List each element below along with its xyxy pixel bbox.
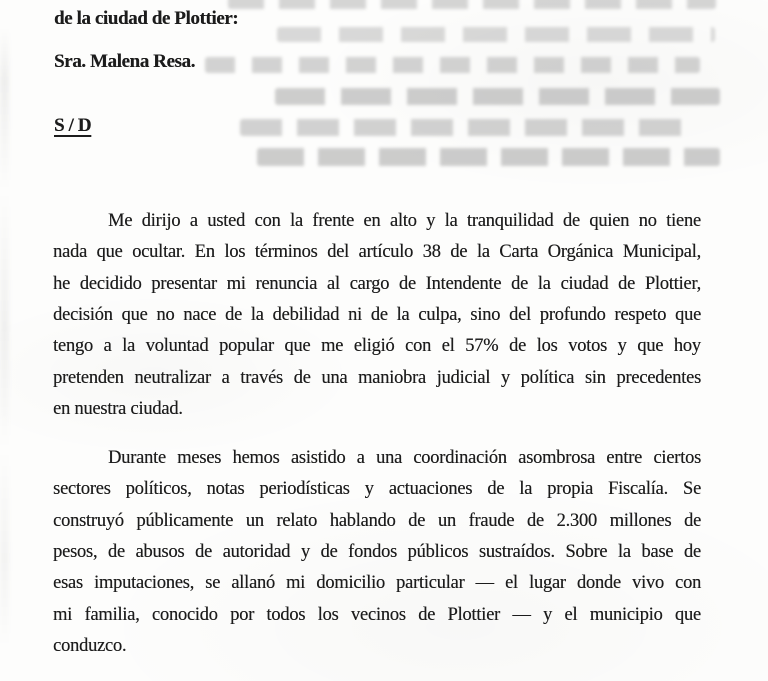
text-line: pesos, de abusos de autoridad y de fondos públicos sustraídos. Sobre la base de xyxy=(53,542,701,563)
text-line: conduzco. xyxy=(53,636,127,657)
bleed-through-line xyxy=(277,27,715,42)
text-line: esas imputaciones, se allanó mi domicilio particular — el lugar donde vivo con xyxy=(53,573,701,594)
text-line: nada que ocultar. En los términos del artículo 38 de la Carta Orgánica Municipal, xyxy=(53,242,701,263)
bleed-through-line xyxy=(257,148,720,166)
addressee-line: de la ciudad de Plottier: xyxy=(54,8,239,29)
bleed-through-line xyxy=(275,88,720,105)
paragraph-accusations xyxy=(53,443,701,662)
recipient-name: Sra. Malena Resa. xyxy=(54,51,195,72)
text-line: tengo a la voluntad popular que me eligió con el 57% de los votos y que hoy xyxy=(53,336,701,357)
text-line: construyó públicamente un relato hablando de un fraude de 2.300 millones de xyxy=(53,510,701,531)
text-line: pretenden neutralizar a través de una maniobra judicial y política sin precedentes xyxy=(53,367,701,388)
paragraph-resignation xyxy=(53,206,701,425)
text-line: sectores políticos, notas periodísticas y actuaciones de la propia Fiscalía. Se xyxy=(53,479,701,500)
text-line: en nuestra ciudad. xyxy=(53,399,183,420)
text-line: Durante meses hemos asistido a una coordinación asombrosa entre ciertos xyxy=(108,448,701,468)
text-line: mi familia, conocido por todos los vecinos de Plottier — y el municipio que xyxy=(53,604,701,625)
bleed-through-line xyxy=(228,0,716,9)
bleed-through-line xyxy=(205,57,700,73)
text-line: Me dirijo a usted con la frente en alto y la tranquilidad de quien no tiene xyxy=(108,211,701,231)
bleed-through-line xyxy=(240,119,683,136)
salutation-sd: S / D xyxy=(54,115,92,136)
text-line: decisión que no nace de la debilidad ni de la culpa, sino del profundo respeto que xyxy=(53,305,701,326)
text-line: he decidido presentar mi renuncia al cargo de Intendente de la ciudad de Plottier, xyxy=(53,273,701,294)
